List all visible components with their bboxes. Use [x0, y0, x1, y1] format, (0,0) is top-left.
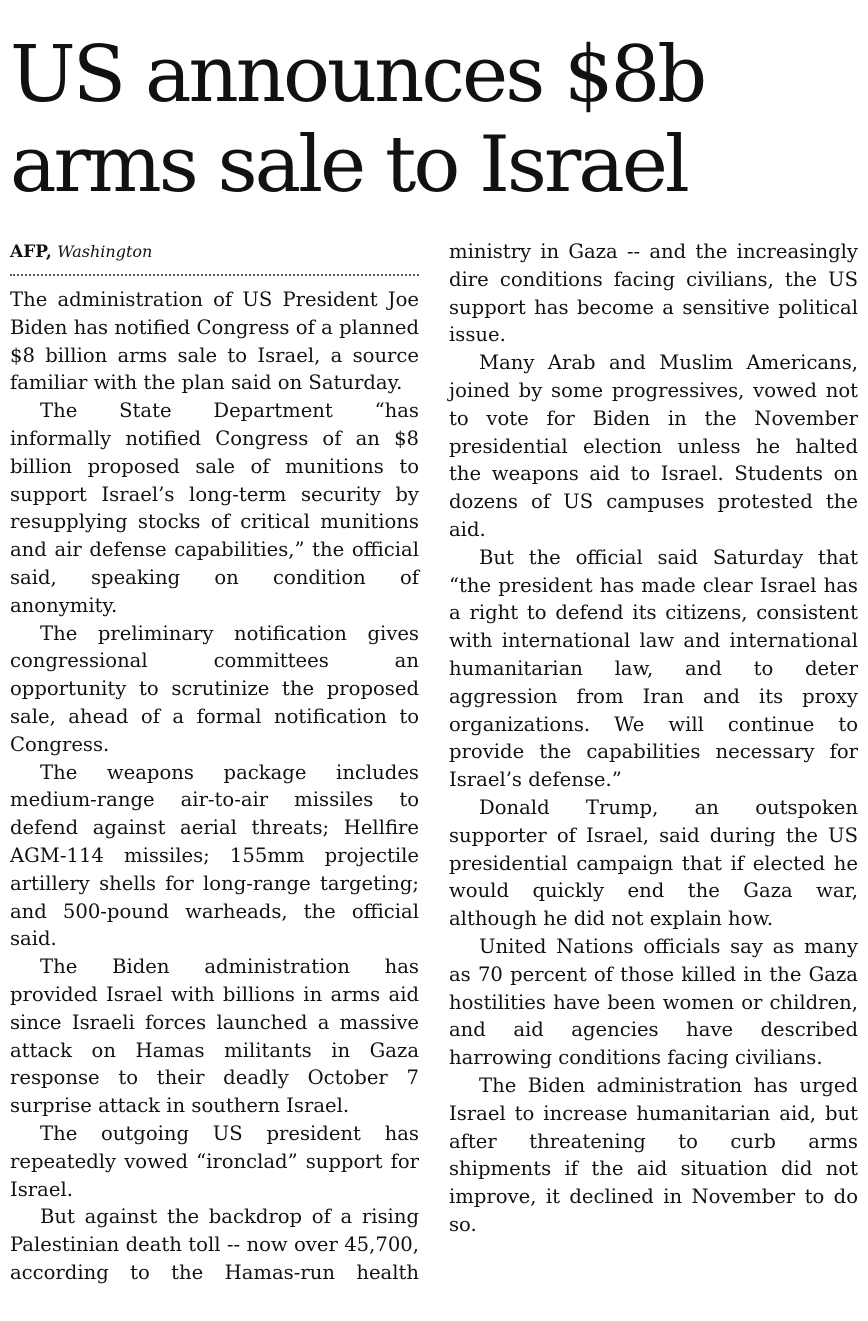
- paragraph-11: United Nations officials say as many as 70 percent of those killed in the Gaza hostilities have been women or children, and aid agencies have described harrowing conditions facing civilians.: [449, 934, 858, 1070]
- byline-agency: AFP,: [10, 242, 52, 262]
- headline: US announces $8b arms sale to Israel: [10, 30, 705, 210]
- paragraph-12: The Biden administration has urged Israel to increase humanitarian aid, but after threatening to curb arms shipments if the aid situation did not improve, it declined in November to do so.: [449, 1073, 858, 1236]
- paragraph-7: But against the backdrop of a rising Palestinian death toll -- now over 45,700, according to the Hamas-run health ministry in Gaza -- and the increasingly dire conditions facing civilians, the US support has become a sensitive political issue.: [10, 240, 858, 1284]
- paragraph-2: The State Department “has informally notified Congress of an $8 billion proposed sale of munitions to support Israel’s long-term security by resupplying stocks of critical munitions and air defense capabilities,” the official said, speaking on condition of anonymity.: [10, 399, 419, 617]
- paragraph-10: Donald Trump, an outspoken supporter of Israel, said during the US presidential campaign that if elected he would quickly end the Gaza war, although he did not explain how.: [449, 795, 858, 931]
- paragraph-1: The administration of US President Joe Biden has notified Congress of a planned $8 billion arms sale to Israel, a source familiar with the plan said on Saturday.: [10, 288, 419, 395]
- article-body: [10, 238, 858, 1308]
- paragraph-9: But the official said Saturday that “the president has made clear Israel has a right to defend its citizens, consistent with international law and international humanitarian law, and to deter aggression from Iran and its proxy organizations. We will continue to provide the capabilities necessary for Israel’s defense.”: [449, 545, 858, 792]
- byline-location: Washington: [57, 242, 153, 261]
- paragraph-5: The Biden administration has provided Israel with billions in arms aid since Israeli forces launched a massive attack on Hamas militants in Gaza response to their deadly October 7 surprise attack in southern Israel.: [10, 955, 419, 1118]
- paragraph-6: The outgoing US president has repeatedly vowed “ironclad” support for Israel.: [10, 1121, 419, 1201]
- paragraph-8: Many Arab and Muslim Americans, joined by some progressives, vowed not to vote for Biden in the November presidential election unless he halted the weapons aid to Israel. Students on dozens of US campuses protested the aid.: [449, 351, 858, 541]
- paragraph-4: The weapons package includes medium-range air-to-air missiles to defend against aerial threats; Hellfire AGM-114 missiles; 155mm projectile artillery shells for long-range targeting; and 500-pound warheads, the official said.: [10, 760, 419, 951]
- paragraph-3: The preliminary notification gives congressional committees an opportunity to scrutinize the proposed sale, ahead of a formal notification to Congress.: [10, 621, 419, 756]
- byline: [10, 238, 419, 276]
